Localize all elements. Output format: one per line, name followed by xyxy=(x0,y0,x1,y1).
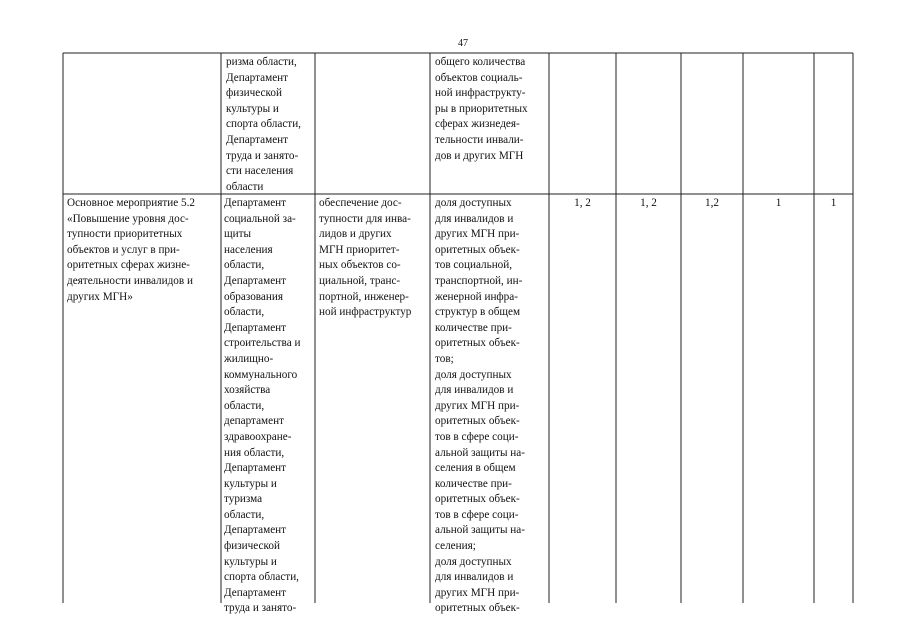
value-cell: 1 xyxy=(775,197,782,209)
text-line: ной инфраструкту- xyxy=(435,87,526,100)
text-line: Основное мероприятие 5.2 xyxy=(67,197,195,209)
text-line: культуры и xyxy=(226,102,279,115)
text-line: для инвалидов и xyxy=(435,212,514,225)
activity-result-cell xyxy=(319,196,429,321)
text-line: объектов и услуг в при- xyxy=(67,243,180,256)
text-line: тупности для инва- xyxy=(319,212,411,225)
text-line: для инвалидов и xyxy=(435,384,514,397)
text-line: строительства и xyxy=(224,337,301,350)
text-line: образования xyxy=(224,290,284,303)
text-line: ния области, xyxy=(224,446,285,459)
text-line: Департамент xyxy=(224,197,287,209)
text-line: женерной инфра- xyxy=(435,290,518,303)
text-line: Департамент xyxy=(224,462,287,475)
text-line: лидов и других xyxy=(319,228,392,241)
text-line: портной, инженер- xyxy=(319,290,409,303)
text-line: тов в сфере соци- xyxy=(435,430,519,443)
row1-indicator-cell xyxy=(435,55,547,164)
text-line: тов в сфере соци- xyxy=(435,508,519,521)
text-line: тов; xyxy=(435,352,454,365)
value-cell: 1 xyxy=(830,197,837,209)
text-line: оритетных объек- xyxy=(435,493,520,506)
text-line: Департамент xyxy=(224,321,287,334)
text-line: ризма области, xyxy=(226,56,297,68)
page-number: 47 xyxy=(458,38,468,49)
text-line: области, xyxy=(224,399,265,412)
text-line: коммунального xyxy=(224,368,298,381)
text-line: оритетных объек- xyxy=(435,602,520,615)
text-line: общего количества xyxy=(435,56,526,68)
text-line: альной защиты на- xyxy=(435,524,525,537)
text-line: спорта области, xyxy=(224,571,299,584)
indicator-cell xyxy=(435,196,545,617)
text-line: тупности приоритетных xyxy=(67,228,183,241)
text-line: доля доступных xyxy=(435,197,512,209)
text-line: физической xyxy=(226,87,282,100)
text-line: объектов социаль- xyxy=(435,71,523,84)
text-line: сферах жизнедея- xyxy=(435,118,520,131)
text-line: сти населения xyxy=(226,165,294,178)
activity-name-cell xyxy=(67,196,219,305)
text-line: области, xyxy=(224,508,265,521)
text-line: других МГН» xyxy=(67,290,133,303)
text-line: социальной за- xyxy=(224,212,296,225)
text-line: департамент xyxy=(224,415,284,428)
text-line: ных объектов со- xyxy=(319,259,401,272)
text-line: Департамент xyxy=(224,524,287,537)
text-line: для инвалидов и xyxy=(435,571,514,584)
text-line: труда и занято- xyxy=(226,149,299,162)
text-line: других МГН при- xyxy=(435,586,520,599)
text-line: структур в общем xyxy=(435,306,521,319)
text-line: ной инфраструктур xyxy=(319,306,412,319)
text-line: культуры и xyxy=(224,477,277,490)
text-line: «Повышение уровня дос- xyxy=(67,212,189,225)
text-line: населения xyxy=(224,243,273,256)
text-line: деятельности инвалидов и xyxy=(67,274,193,287)
text-line: спорта области, xyxy=(226,118,301,131)
text-line: Департамент xyxy=(226,133,289,146)
text-line: циальной, транс- xyxy=(319,274,401,287)
text-line: труда и занято- xyxy=(224,602,297,615)
text-line: селения; xyxy=(435,540,476,553)
responsible-departments-cell xyxy=(224,196,314,617)
text-line: других МГН при- xyxy=(435,228,520,241)
text-line: культуры и xyxy=(224,555,277,568)
text-line: дов и других МГН xyxy=(435,149,524,162)
value-cell: 1,2 xyxy=(705,197,719,209)
text-line: физической xyxy=(224,540,280,553)
text-line: области, xyxy=(224,306,265,319)
value-cell: 1, 2 xyxy=(574,197,591,209)
text-line: оритетных сферах жизне- xyxy=(67,259,190,272)
text-line: доля доступных xyxy=(435,368,512,381)
text-line: Департамент xyxy=(226,71,289,84)
text-line: оритетных объек- xyxy=(435,243,520,256)
text-line: обеспечение дос- xyxy=(319,197,402,209)
text-line: области xyxy=(226,180,264,193)
text-line: ры в приоритетных xyxy=(435,102,528,115)
text-line: количестве при- xyxy=(435,321,512,334)
text-line: транспортной, ин- xyxy=(435,274,523,287)
text-line: тов социальной, xyxy=(435,259,513,272)
text-line: Департамент xyxy=(224,274,287,287)
text-line: жилищно- xyxy=(224,352,274,365)
text-line: доля доступных xyxy=(435,555,512,568)
text-line: количестве при- xyxy=(435,477,512,490)
text-line: тельности инвали- xyxy=(435,133,524,146)
text-line: альной защиты на- xyxy=(435,446,525,459)
text-line: туризма xyxy=(224,493,263,506)
value-cell: 1, 2 xyxy=(640,197,657,209)
text-line: области, xyxy=(224,259,265,272)
text-line: здравоохране- xyxy=(224,430,292,443)
text-line: других МГН при- xyxy=(435,399,520,412)
text-line: селения в общем xyxy=(435,462,516,475)
text-line: оритетных объек- xyxy=(435,337,520,350)
text-line: Департамент xyxy=(224,586,287,599)
row1-responsible-cell xyxy=(226,55,314,195)
text-line: хозяйства xyxy=(224,384,271,397)
text-line: оритетных объек- xyxy=(435,415,520,428)
text-line: МГН приоритет- xyxy=(319,243,400,256)
text-line: щиты xyxy=(224,228,252,241)
